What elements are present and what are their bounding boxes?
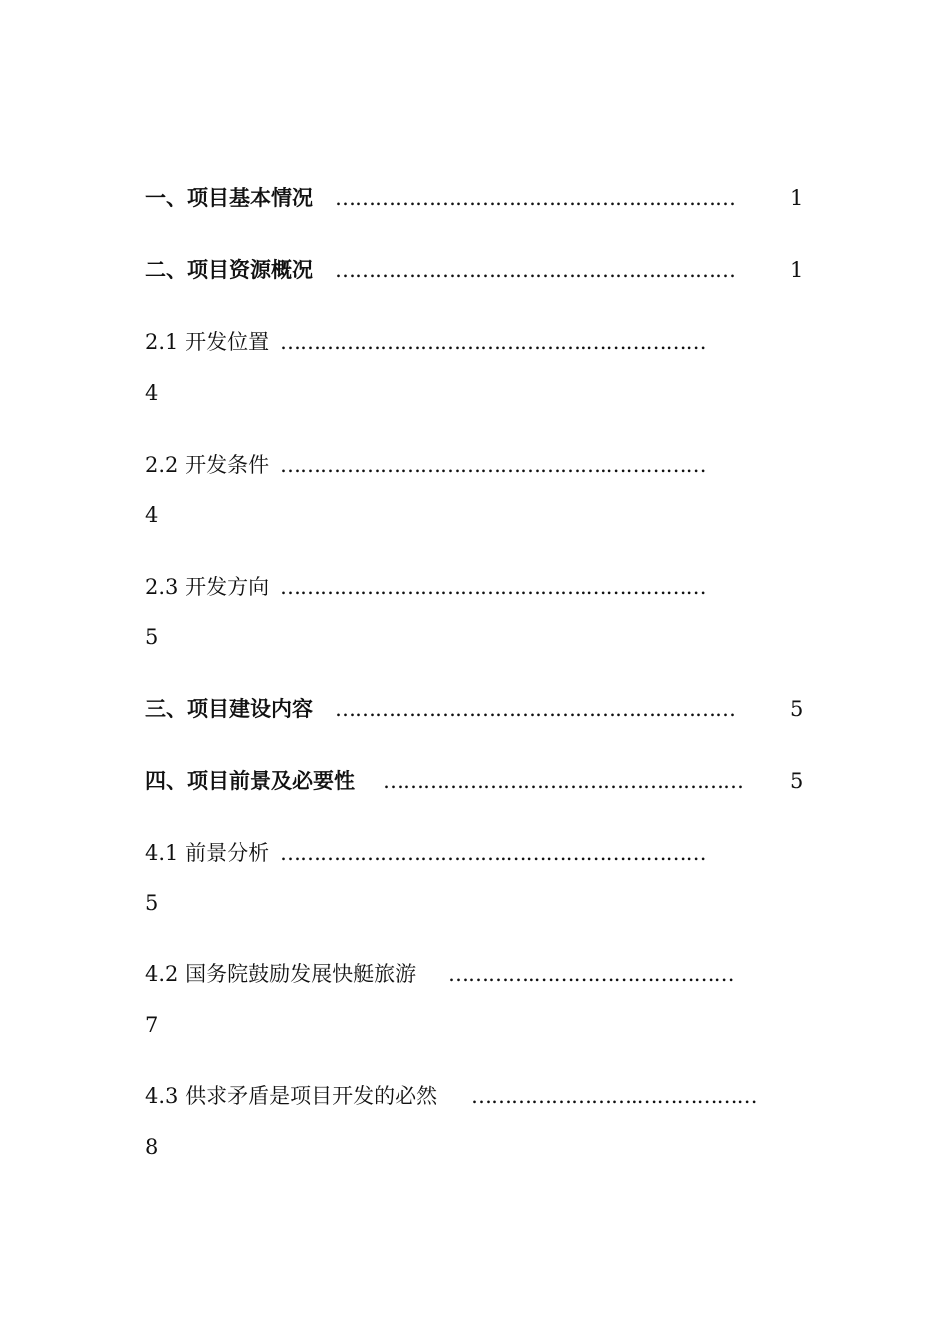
toc-page-number: 5: [790, 697, 804, 721]
toc-entry[interactable]: [145, 692, 805, 726]
toc-entry-label: 三、项目建设内容: [145, 696, 313, 721]
toc-entry[interactable]: [145, 570, 805, 604]
toc-leader-dots: …………………………….…………………………: [280, 841, 706, 865]
toc-entry[interactable]: [145, 836, 805, 870]
toc-page-number: 1: [790, 258, 804, 282]
toc-entry-label: 四、项目前景及必要性: [145, 768, 355, 793]
toc-entry[interactable]: [145, 448, 805, 482]
toc-leader-dots: ……………………………………………………: [335, 697, 735, 721]
toc-page-number: 4: [145, 503, 159, 527]
toc-entry-label: 2.3 开发方向: [145, 575, 270, 599]
toc-entry[interactable]: [145, 253, 805, 287]
toc-page-number: 5: [145, 891, 159, 915]
toc-entry-label: 二、项目资源概况: [145, 257, 313, 282]
toc-leader-dots: ……………………………………………………: [335, 258, 735, 282]
toc-leader-dots: …………………….………………: [471, 1084, 757, 1108]
toc-entry-label: 4.1 前景分析: [145, 841, 270, 865]
toc-entry-label: 一、项目基本情况: [145, 185, 313, 210]
toc-page-number: 4: [145, 381, 159, 405]
toc-entry[interactable]: [145, 1079, 805, 1113]
toc-leader-dots: ………….…………………………: [448, 962, 734, 986]
toc-entry[interactable]: [145, 325, 805, 359]
toc-leader-dots: ……………………………………………………: [335, 186, 735, 210]
toc-page-number: 8: [145, 1135, 159, 1159]
toc-entry-label: 2.2 开发条件: [145, 453, 270, 477]
toc-entry-label: 4.3 供求矛盾是项目开发的必然: [145, 1084, 438, 1108]
toc-entry-label: 4.2 国务院鼓励发展快艇旅游: [145, 962, 417, 986]
toc-leader-dots: ……………………………………….………………: [280, 575, 706, 599]
toc-entry[interactable]: [145, 957, 805, 991]
toc-page-number: 5: [790, 769, 804, 793]
toc-entry[interactable]: [145, 764, 805, 798]
toc-leader-dots: ………………………………………….……………: [280, 453, 706, 477]
toc-page-number: 1: [790, 186, 804, 210]
toc-page-number: 5: [145, 625, 159, 649]
toc-page-number: 7: [145, 1013, 159, 1037]
toc-entry[interactable]: [145, 181, 805, 215]
toc-leader-dots: ………………………………………………: [383, 769, 743, 793]
toc-entry-label: 2.1 开发位置: [145, 330, 270, 354]
toc-leader-dots: ……………………………………….………………: [280, 330, 706, 354]
